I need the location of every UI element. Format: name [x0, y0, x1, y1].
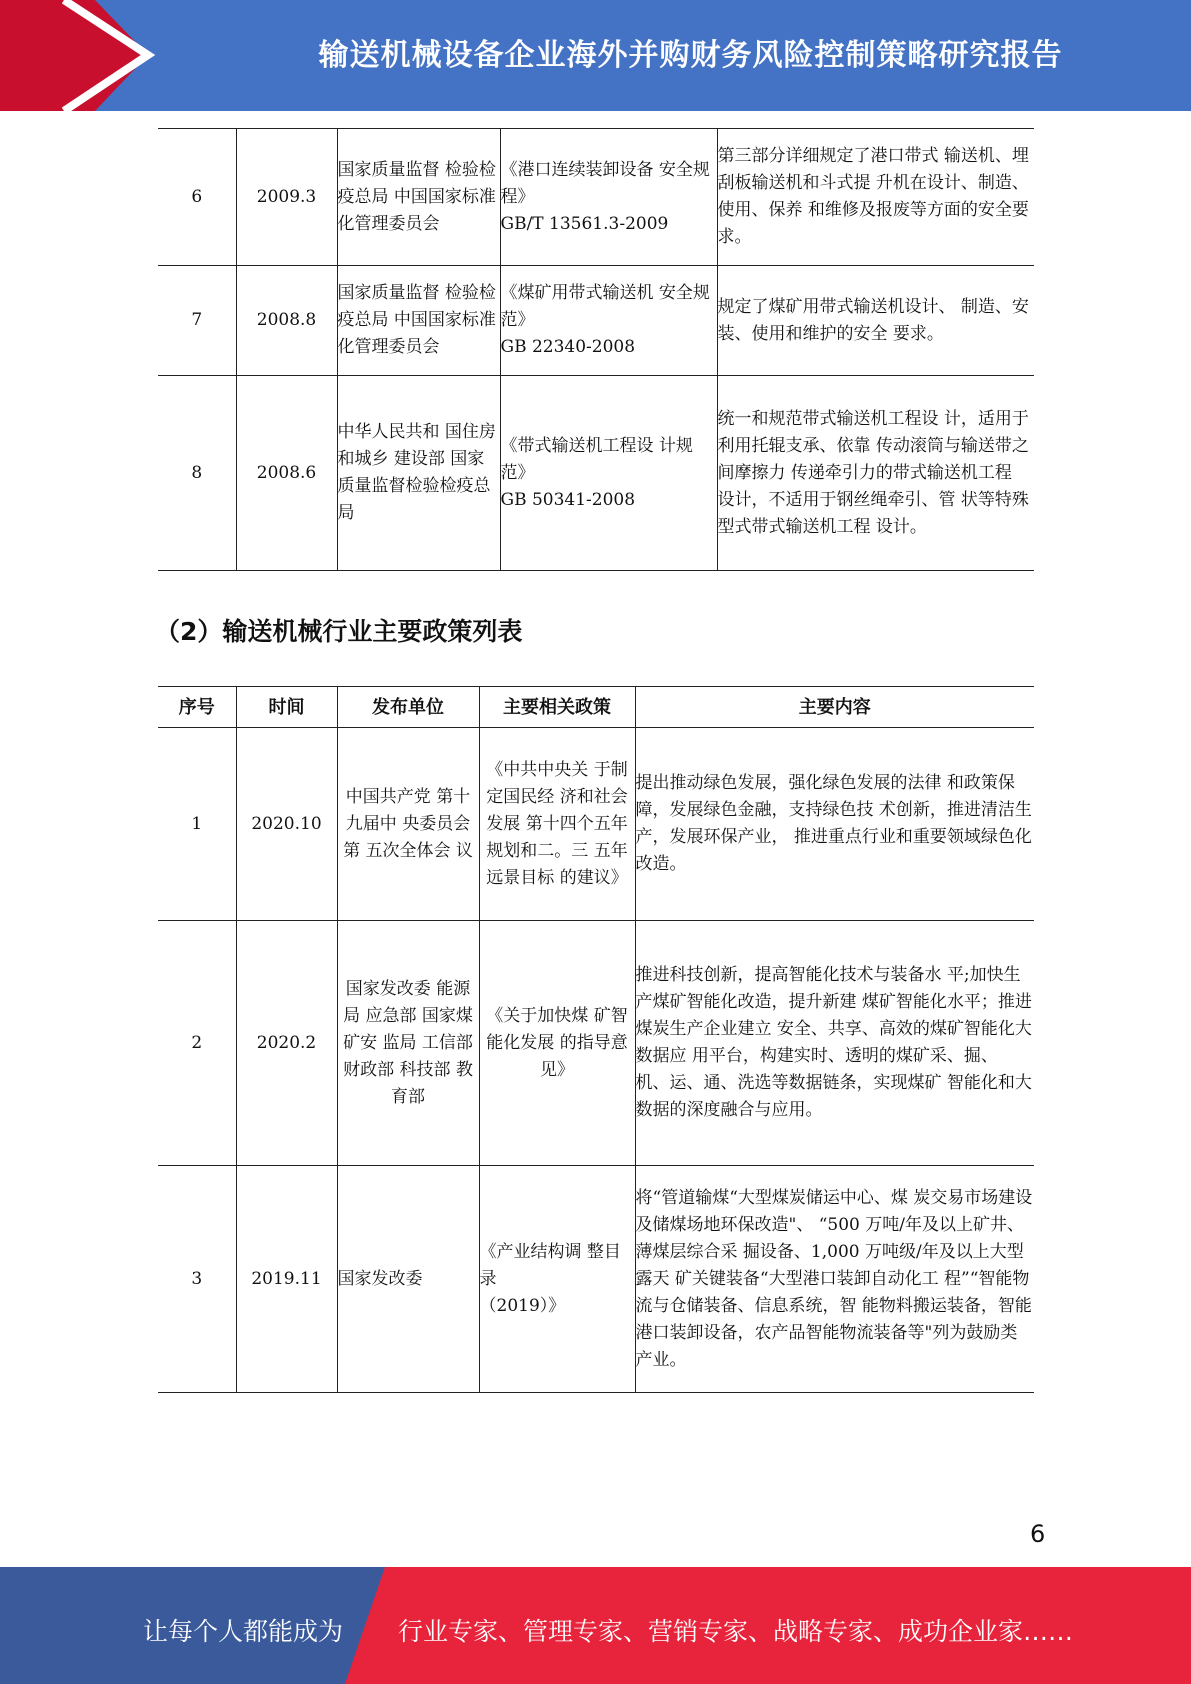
row-policy: 《关于加快煤 矿智能化发展 的指导意见》 [479, 921, 635, 1166]
row-content: 推进科技创新，提高智能化技术与装备水 平;加快生产煤矿智能化改造，提升新建 煤矿智能化水平；推进煤炭生产企业建立 安全、共享、高效的煤矿智能化大数据应 用平台，构建实时、透明的煤矿采、掘、 机、运、通、洗选等数据链条，实现煤矿 智能化和大数据的深度融合与应用。 [635, 921, 1034, 1166]
row-issuer: 国家质量监督 检验检疫总局 中国国家标准 化管理委员会 [337, 266, 500, 376]
row-date: 2020.2 [236, 921, 337, 1166]
row-issuer: 中华人民共和 国住房和城乡 建设部 国家质量监督检验检疫总局 [337, 376, 500, 571]
row-number: 3 [158, 1166, 236, 1393]
section-title: （2）输送机械行业主要政策列表 [155, 617, 523, 646]
row-policy: 《产业结构调 整目录 （2019）》 [479, 1166, 635, 1393]
table-header-row [158, 687, 1034, 728]
table-row [158, 728, 1034, 921]
report-title: 输送机械设备企业海外并购财务风险控制策略研究报告 [318, 38, 1063, 73]
header-date: 时间 [236, 687, 337, 728]
footer-slogan-right: 行业专家、管理专家、营销专家、战略专家、成功企业家…… [398, 1617, 1074, 1646]
row-issuer: 国家发改委 [337, 1166, 479, 1393]
row-content: 统一和规范带式输送机工程设 计，适用于利用托辊支承、依靠 传动滚筒与输送带之间摩擦力 传递牵引力的带式输送机工程 设计，不适用于钢丝绳牵引、管 状等特殊型式带式输送机工程 设计。 [717, 376, 1034, 571]
row-date: 2019.11 [236, 1166, 337, 1393]
footer-banner [0, 1567, 1191, 1684]
header-policy: 主要相关政策 [479, 687, 635, 728]
row-standard: 《煤矿用带式输送机 安全规范》 GB 22340-2008 [500, 266, 717, 376]
row-issuer: 国家发改委 能源局 应急部 国家煤矿安 监局 工信部 财政部 科技部 教育部 [337, 921, 479, 1166]
row-standard: 《带式输送机工程设 计规范》 GB 50341-2008 [500, 376, 717, 571]
row-content: 规定了煤矿用带式输送机设计、 制造、安装、使用和维护的安全 要求。 [717, 266, 1034, 376]
row-content: 提出推动绿色发展，强化绿色发展的法律 和政策保障，发展绿色金融，支持绿色技 术创新，推进清洁生产，发展环保产业， 推进重点行业和重要领域绿色化改造。 [635, 728, 1034, 921]
table-row [158, 129, 1034, 266]
header-banner [0, 0, 1191, 111]
row-date: 2008.8 [236, 266, 337, 376]
row-content: 第三部分详细规定了港口带式 输送机、埋刮板输送机和斗式提 升机在设计、制造、使用、保养 和维修及报废等方面的安全要 求。 [717, 129, 1034, 266]
table-row [158, 266, 1034, 376]
header-issuer: 发布单位 [337, 687, 479, 728]
row-issuer: 国家质量监督 检验检疫总局 中国国家标准 化管理委员会 [337, 129, 500, 266]
footer-slogan-left: 让每个人都能成为 [143, 1617, 344, 1646]
table-row [158, 376, 1034, 571]
row-content: 将“管道输煤“大型煤炭储运中心、煤 炭交易市场建设及储煤场地环保改造"、 “500 万吨/年及以上矿井、薄煤层综合采 掘设备、1,000 万吨级/年及以上大型露天 矿关键装备“大型港口装卸自动化工 程”“智能物流与仓储装备、信息系统，智 能物料搬运装备，智能港口装卸设备，农产品智能物流装备等"列为鼓励类产业。 [635, 1166, 1034, 1393]
standards-table [158, 128, 1034, 571]
table-row [158, 1166, 1034, 1393]
row-standard: 《港口连续装卸设备 安全规程》 GB/T 13561.3-2009 [500, 129, 717, 266]
table-row [158, 921, 1034, 1166]
policies-table [158, 686, 1034, 1393]
row-number: 1 [158, 728, 236, 921]
row-policy: 《中共中央关 于制定国民经 济和社会发展 第十四个五年 规划和二。三 五年远景目标 的建议》 [479, 728, 635, 921]
header-number: 序号 [158, 687, 236, 728]
row-date: 2008.6 [236, 376, 337, 571]
row-number: 7 [158, 266, 236, 376]
row-date: 2020.10 [236, 728, 337, 921]
row-number: 2 [158, 921, 236, 1166]
page-number: 6 [1030, 1520, 1046, 1548]
row-number: 8 [158, 376, 236, 571]
row-issuer: 中国共产党 第十九届中 央委员会第 五次全体会 议 [337, 728, 479, 921]
header-content: 主要内容 [635, 687, 1034, 728]
row-date: 2009.3 [236, 129, 337, 266]
row-number: 6 [158, 129, 236, 266]
